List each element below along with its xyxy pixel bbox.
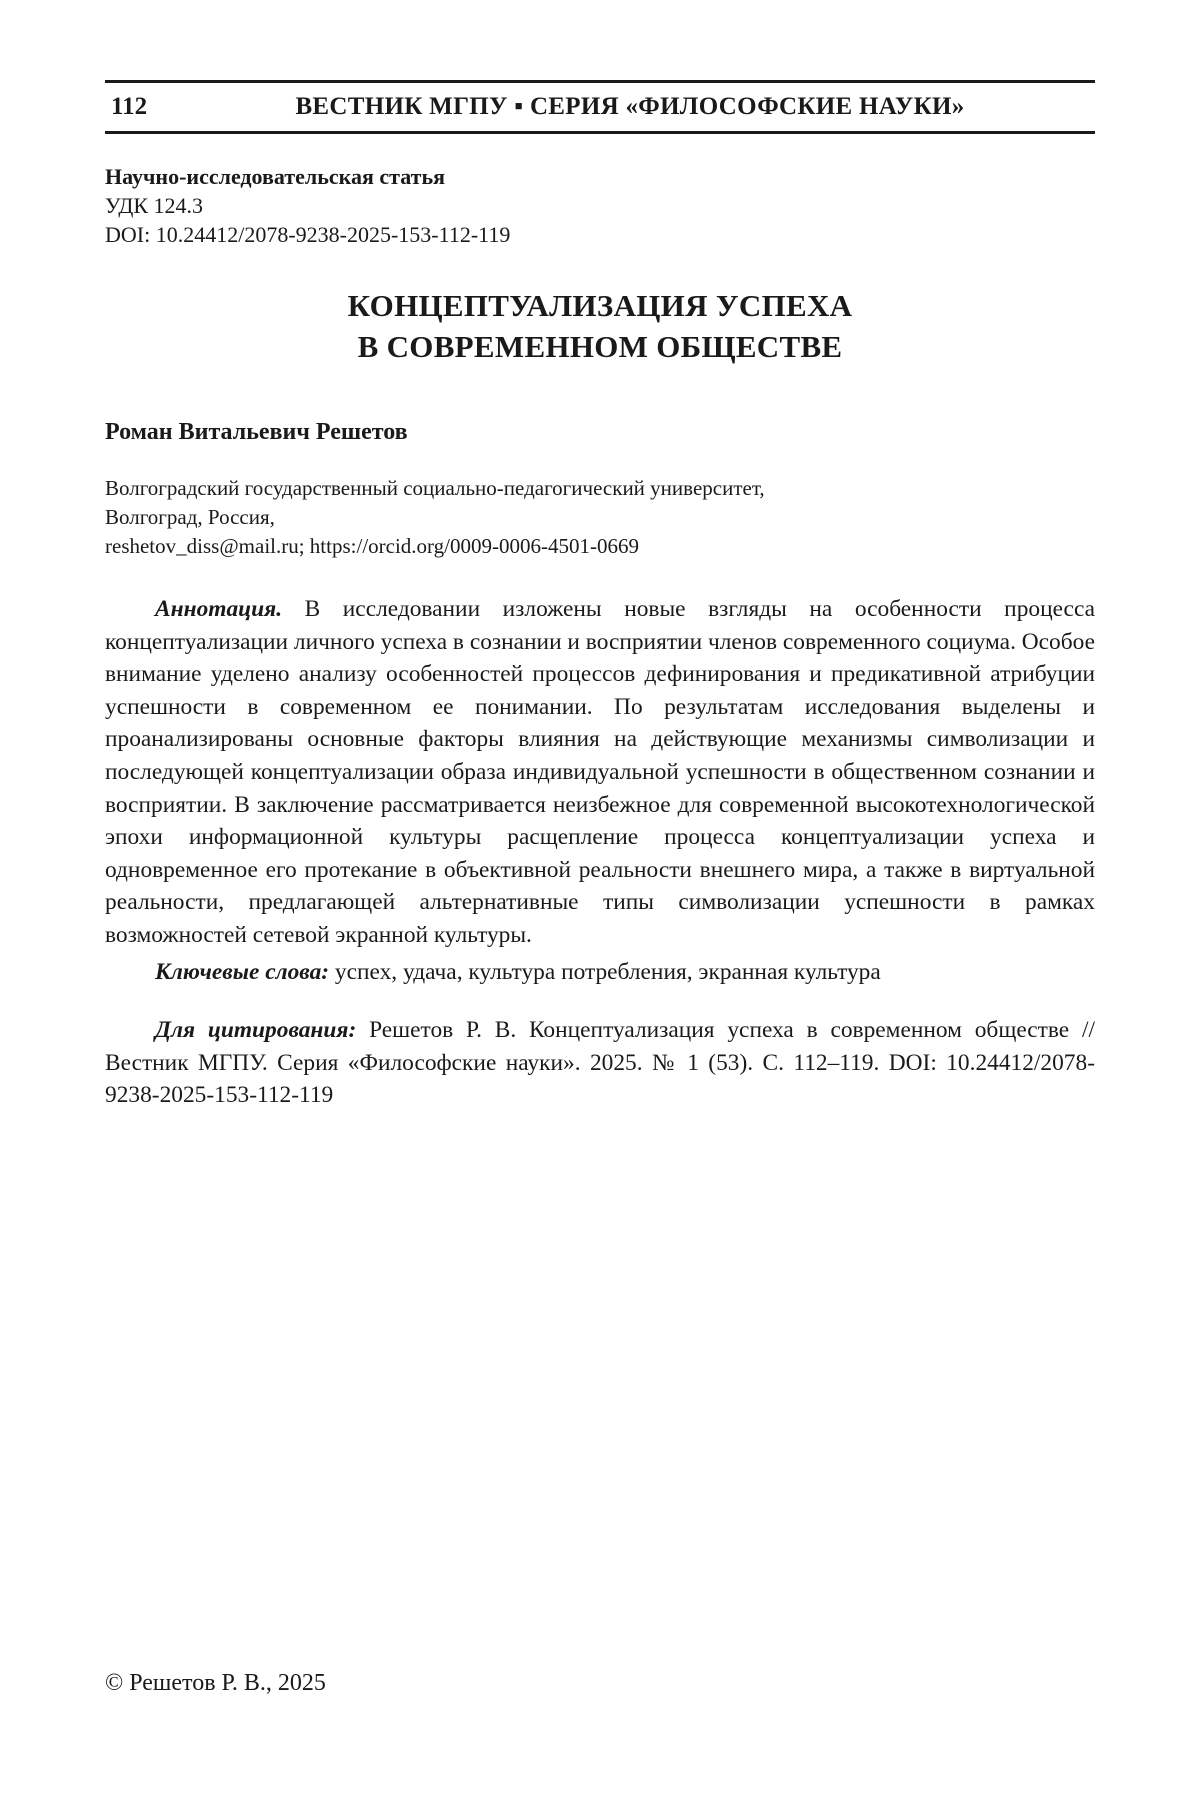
running-header — [105, 83, 1095, 131]
copyright: © Решетов Р. В., 2025 — [105, 1670, 326, 1696]
citation-label: Для цитирования: — [155, 1017, 357, 1044]
abstract-label: Аннотация. — [155, 596, 283, 622]
citation-text: Решетов Р. В. Концептуализация успеха в современном обществе // Вестник МГПУ. Серия «Философские науки». 2025. № 1 (53). С. 112–119. DOI: 10.24412/2078-9238-2025-153-112-119 — [105, 1017, 1095, 1109]
article-title — [105, 285, 1095, 367]
title-line-2: В СОВРЕМЕННОМ ОБЩЕСТВЕ — [357, 329, 843, 364]
keywords-label: Ключевые слова: — [155, 958, 330, 985]
page-number: 112 — [111, 93, 148, 120]
citation — [105, 1014, 1095, 1112]
udc-code: УДК 124.3 — [105, 193, 204, 218]
abstract-text: В исследовании изложены новые взгляды на особенности процесса концептуализации личного успеха в сознании и восприятии членов современного социума. Особое внимание уделено анализу особенностей процессов дефинирования и предикативной атрибуции успешности в современном ее понимании. По результатам исследования выделены и проанализированы основные факторы влияния на действующие механизмы символизации и последующей концептуализации образа индивидуальной успешности в общественном сознании и восприятии. В заключение рассматривается неизбежное для современной высокотехнологической эпохи информационной культуры расщепление процесса концептуализации успеха и одновременное его протекание в объективной реальности внешнего мира, а также в виртуальной реальности, предлагающей альтернативные типы символизации успешности в рамках возможностей сетевой экранной культуры. — [105, 596, 1095, 948]
author-name: Роман Витальевич Решетов — [105, 419, 408, 445]
abstract — [105, 593, 1095, 952]
author-contact: reshetov_diss@mail.ru; https://orcid.org/0009-0006-4501-0669 — [105, 534, 639, 558]
header-rule-bottom — [105, 131, 1095, 134]
author-affiliation — [105, 474, 1095, 561]
article-type: Научно-исследовательская статья — [105, 164, 445, 189]
affiliation-line-2: Волгоград, Россия, — [105, 505, 275, 529]
keywords-text: успех, удача, культура потребления, экранная культура — [334, 958, 881, 985]
title-line-1: КОНЦЕПТУАЛИЗАЦИЯ УСПЕХА — [347, 288, 853, 323]
journal-title: ВЕСТНИК МГПУ ▪ СЕРИЯ «ФИЛОСОФСКИЕ НАУКИ» — [295, 93, 965, 120]
article-meta — [105, 162, 1095, 249]
affiliation-line-1: Волгоградский государственный социально-педагогический университет, — [105, 476, 765, 500]
keywords — [105, 956, 1095, 989]
doi: DOI: 10.24412/2078-9238-2025-153-112-119 — [105, 222, 511, 247]
article-page — [105, 80, 1095, 1112]
